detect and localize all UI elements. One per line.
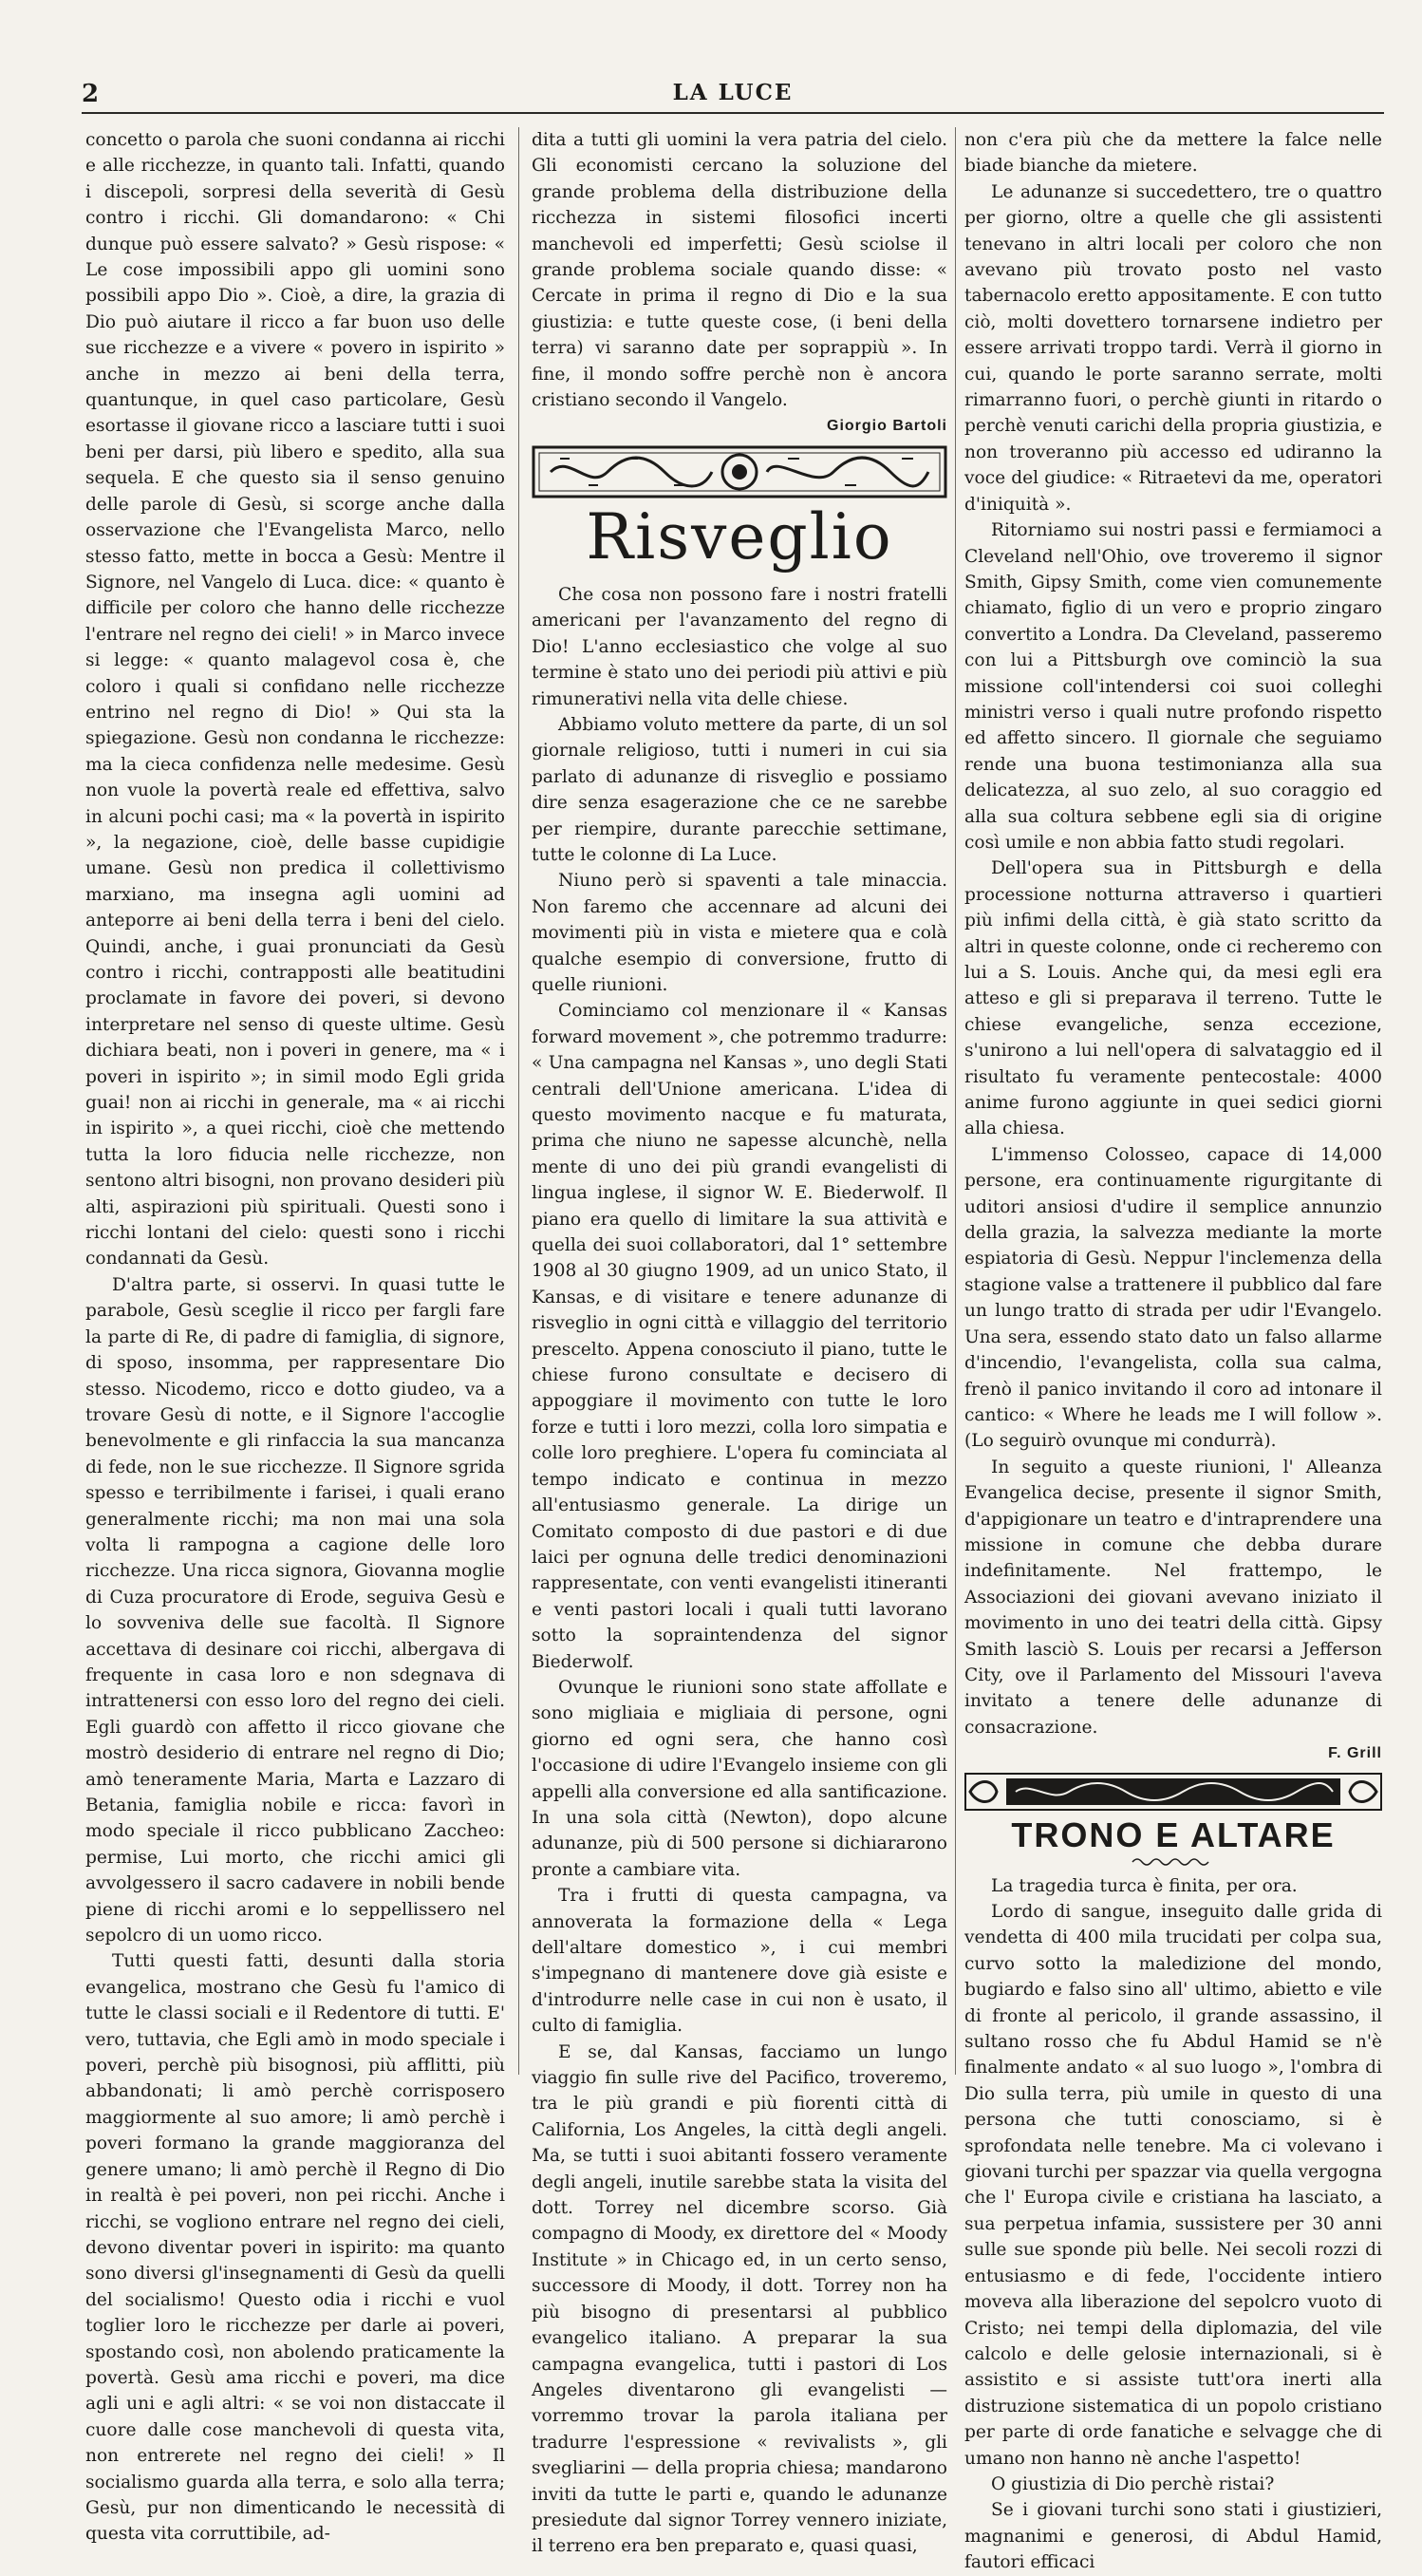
ornament-graphic	[532, 445, 947, 498]
article-paragraph: In seguito a queste riunioni, l' Alleanza Evangelica decise, presente il signor Smith, d'appigionare un teatro e d'intraprendere una missione in comune che debba durare indefinitamente. Nel frattempo, le Associazioni dei giovani avevano iniziato il movimento in uno dei teatri della città. Gipsy Smith lasciò S. Louis per recarsi a Jefferson City, ove il Parlamento del Missouri l'aveva invitato a tenere delle adunanze di consacrazione.	[964, 1457, 1382, 1738]
ornamental-border	[532, 445, 947, 498]
author-signature: Giorgio Bartoli	[827, 418, 947, 435]
banner-graphic	[964, 1773, 1382, 1811]
article-paragraph: concetto o parola che suoni condanna ai ricchi e alle ricchezze, in quanto tali. Infatti, quando i discepoli, sorpresi della severità di Gesù contro i ricchi. Gli domandarono: « Chi dunque può essere salvato? » Gesù rispose: « Le cose impossibili appo gli uomini sono possibili appo Dio ». Cioè, a dire, la grazia di Dio può aiutare il ricco a far buon uso delle sue ricchezze e a vivere « povero in ispirito » anche in mezzo ai beni della terra, quantunque, in quel caso particolare, Gesù esortasse il giovane ricco a lasciare tutti i suoi beni per darsi, più libero e spedito, alla sua sequela. E che questo sia il senso genuino delle parole di Gesù, si scorge anche dalla osservazione che l'Evangelista Marco, nello stesso fatto, mette in bocca a Gesù: Mentre il Signore, nel Vangelo di Luca. dice: « quanto è difficile per coloro che hanno delle ricchezze l'entrare nel regno dei cieli! » in Marco invece si legge: « quanto malagevol cosa è, che coloro i quali si confidano nelle ricchezze entrino nel regno di Dio! » Qui sta la spiegazione. Gesù non condanna le ricchezze: ma la cieca confidenza nelle medesime. Gesù non vuole la povertà reale ed effettiva, salvo in alcuni pochi casi; ma « la povertà in ispirito », la negazione, cioè, delle basse cupidigie umane. Gesù non predica il collettivismo marxiano, ma insegna agli uomini ad anteporre ai beni della terra i beni del cielo. Quindi, anche, i guai pronunciati da Gesù contro i ricchi, contrapposti alle beatitudini proclamate in favore dei poveri, si devono interpretare nel senso di queste ultime. Gesù dichiara beati, non i poveri in genere, ma « i poveri in ispirito »; in simil modo Egli grida guai! non ai ricchi in generale, ma « ai ricchi in ispirito », a quei ricchi, cioè che mettendo tutta la loro fiducia nelle ricchezze, non sentono altri bisogni, non provano desideri più alti, aspirazioni più spirituali. Questi sono i ricchi lontani del cielo: questi sono i ricchi condannati da Gesù.	[85, 130, 505, 1269]
column-divider	[955, 127, 956, 2075]
author-signature: F. Grill	[1328, 1745, 1382, 1762]
article-paragraph: Tutti questi fatti, desunti dalla storia evangelica, mostrano che Gesù fu l'amico di tutte le classi sociali e il Redentore di tutti. E' vero, tuttavia, che Egli amò in modo speciale i poveri, perchè più bisognosi, più afflitti, più abbandonati; li amò perchè corrisposero maggiormente al suo amore; li amò perchè i poveri formano la grande maggioranza del genere umano; li amò perchè il Regno di Dio in realtà è pei poveri, non pei ricchi. Anche i ricchi, se vogliono entrare nel regno dei cieli, devono diventar poveri in ispirito: ma quanto sono diversi gl'insegnamenti di Gesù da quelli del socialismo! Questo odia i ricchi e vuol toglier loro le ricchezze per darle ai poveri, spostando così, non abolendo praticamente la povertà. Gesù ama ricchi e poveri, ma dice agli uni e agli altri: « se voi non distaccate il cuore dalle cose manchevoli di questa vita, non entrerete nel regno dei cieli! » Il socialismo guarda alla terra, e solo alla terra; Gesù, pur non dimenticando le necessità di questa vita corruttibile, ad-	[85, 1951, 505, 2545]
article-paragraph: L'immenso Colosseo, capace di 14,000 persone, era continuamente rigurgitante di uditori ansiosi d'udire il semplice annunzio della grazia, la salvezza mediante la morte espiatoria di Gesù. Neppur l'inclemenza della stagione valse a trattenere il pubblico dal fare un lungo tratto di strada per udir l'Evangelo. Una sera, essendo stato dato un falso allarme d'incendio, l'evangelista, colla sua calma, frenò il panico invitando il coro ad intonare il cantico: « Where he leads me I will follow ». (Lo seguirò ovunque mi condurrà).	[964, 1144, 1382, 1452]
article-paragraph: D'altra parte, si osservi. In quasi tutte le parabole, Gesù sceglie il ricco per fargli fare la parte di Re, di padre di famiglia, di signore, di sposo, insomma, per rappresentare Dio stesso. Nicodemo, ricco e dotto giudeo, va a trovare Gesù di notte, e il Signore l'accoglie benevolmente e gli rinfaccia la sua mancanza di fede, non le sue ricchezze. Il Signore sgrida spesso e terribilmente i farisei, i quali erano generalmente ricchi; ma non mai una sola volta li rampogna a cagione delle loro ricchezze. Una ricca signora, Giovanna moglie di Cuza procuratore di Erode, seguiva Gesù e lo sovveniva delle sue facoltà. Il Signore accettava di desinare coi ricchi, albergava di frequente in casa loro e non sdegnava di intrattenersi con esso loro del regno dei cieli. Egli guardò con affetto il ricco giovane che mostrò desiderio di entrare nel regno di Dio; amò teneramente Maria, Marta e Lazzaro di Betania, famiglia nobile e ricca: favorì in modo speciale il ricco pubblicano Zaccheo: permise, Lui morto, che ricchi amici gli avvolgessero il sacro cadavere in nobili bende piene di ricchi aromi e lo seppellissero nel sepolcro di un uomo ricco.	[85, 1274, 505, 1946]
masthead: LA LUCE	[672, 80, 794, 105]
squiggle-graphic	[1131, 1856, 1216, 1868]
article-paragraph: Se i giovani turchi sono stati i giustizieri, magnanimi e generosi, di Abdul Hamid, fautori efficaci	[964, 2500, 1382, 2573]
title-underline-ornament	[964, 1856, 1382, 1868]
article-paragraph: Dell'opera sua in Pittsburgh e della processione notturna attraverso i quartieri più infimi della città, è già stato scritto da altri in queste colonne, onde ci recheremo con lui a S. Louis. Anche qui, da mesi egli era atteso e gli si preparava il terreno. Tutte le chiese evangeliche, senza eccezione, s'unirono a lui nell'opera di salvataggio ed il risultato fu veramente pentecostale: 4000 anime furono aggiunte in quei sedici giorni alla chiesa.	[964, 858, 1382, 1139]
article-paragraph: Che cosa non possono fare i nostri fratelli americani per l'avanzamento del regno di Dio! L'anno ecclesiastico che volge al suo termine è stato uno dei periodi più attivi e più rimunerativi nella vita delle chiese.	[532, 584, 947, 709]
article-paragraph: Tra i frutti di questa campagna, va annoverata la formazione della « Lega dell'altare domestico », i cui membri s'impegnano di mantenere dove già esiste e d'introdurre nelle case in cui non è usato, il culto di famiglia.	[532, 1886, 947, 2037]
section-title-trono-e-altare: TRONO E ALTARE	[1011, 1814, 1336, 1854]
column-2	[532, 127, 947, 2557]
article-paragraph: non c'era più che da mettere la falce nelle biade bianche da mietere.	[964, 130, 1382, 177]
article-paragraph: La tragedia turca è finita, per ora.	[991, 1875, 1298, 1896]
article-paragraph: Ovunque le riunioni sono state affollate e sono migliaia e migliaia di persone, ogni giorno ed ogni sera, che hanno così l'occasione di udire l'Evangelo insieme con gli appelli alla conversione ed alla santificazione. In una sola città (Newton), dopo alcune adunanze, più di 500 persone si dichiararono pronte a cambiare vita.	[532, 1677, 947, 1880]
column-3	[964, 127, 1382, 2573]
header-rule	[82, 112, 1384, 114]
article-paragraph: Le adunanze si succedettero, tre o quattro per giorno, oltre a quelle che gli assistenti tenevano in altri locali per coloro che non avevano più trovato posto nel vasto tabernacolo eretto appositamente. E con tutto ciò, molti dovettero tornarsene indietro per essere arrivati troppo tardi. Verrà il giorno in cui, quando le porte saranno serrate, molti rimarranno fuori, o perchè giunti in ritardo o perchè venuti carichi della propria giustizia, e non troveranno più accesso ed udiranno la voce del giudice: « Ritraetevi da me, operatori d'iniquità ».	[964, 181, 1382, 515]
article-paragraph: Lordo di sangue, inseguito dalle grida di vendetta di 400 mila trucidati per colpa sua, curvo sotto la maledizione del mondo, bugiardo e falso sino all' ultimo, abietto e vile di fronte al pericolo, il grande assassino, il sultano rosso che fu Abdul Hamid se n'è finalmente andato « al suo luogo », l'ombra di Dio sulla terra, più umile in questo di una persona che tutti conosciamo, si è sprofondata nelle tenebre. Ma ci volevano i giovani turchi per spazzar via quella vergogna che l' Europa civile e cristiana ha lasciato, a sua perpetua infamia, sussistere per 30 anni sulle sue sponde più belle. Nei secoli rozzi di entusiasmo e di fede, l'occidente intiero moveva alla liberazione del sepolcro vuoto di Cristo; nei tempi della diplomazia, del vile calcolo e delle gelosie internazionali, si è assistito e si assiste tutt'ora inerti alla distruzione sistematica di un popolo cristiano per parte di orde fanatiche e selvagge che di umano non hanno nè anche l'aspetto!	[964, 1902, 1382, 2469]
article-paragraph: E se, dal Kansas, facciamo un lungo viaggio fin sulle rive del Pacifico, troveremo, tra le più grandi e più fiorenti città di California, Los Angeles, la città degli angeli. Ma, se tutti i suoi abitanti fossero veramente degli angeli, inutile sarebbe stata la visita del dott. Torrey nel dicembre scorso. Già compagno di Moody, ex direttore del « Moody Institute » in Chicago ed, in un certo senso, successore di Moody, il dott. Torrey non ha più bisogno di presentarsi al pubblico evangelico italiano. A preparar la sua campagna evangelica, tutti i pastori di Los Angeles diventarono gli evangelisti — vorremmo trovar la parola italiana per tradurre l'espressione « revivalists », gli svegliarini — della propria chiesa; mandarono inviti da tutte le parti e, quando le adunanze presiedute dal signor Torrey vennero iniziate, il terreno era ben preparato e, quasi quasi,	[532, 2041, 947, 2557]
article-paragraph: dita a tutti gli uomini la vera patria del cielo. Gli economisti cercano la soluzione del grande problema della distribuzione della ricchezza in sistemi filosofici incerti manchevoli ed imperfetti; Gesù sciolse il grande problema sociale quando disse: « Cercate in prima il regno di Dio e la sua giustizia: e tutte queste cose, (i beni della terra) vi saranno date per soprappiù ». In fine, il mondo soffre perchè non è ancora cristiano secondo il Vangelo.	[532, 130, 947, 411]
page-number: 2	[82, 80, 100, 108]
column-1	[85, 127, 505, 2545]
article-paragraph: Cominciamo col menzionare il « Kansas forward movement », che potremmo tradurre: « Una campagna nel Kansas », uno degli Stati centrali dell'Unione americana. L'idea di questo movimento nacque e fu maturata, prima che niuno ne sapesse alcunchè, nella mente di uno dei più grandi evangelisti di lingua inglese, il signor W. E. Biederwolf. Il piano era quello di limitare la sua attività e quella dei suoi collaboratori, dal 1° settembre 1908 al 30 giugno 1909, ad un unico Stato, il Kansas, e di visitare e tenere adunanze di risveglio in ogni città e villaggio del territorio prescelto. Appena conosciuto il piano, tutte le chiese furono consultate e decisero di appoggiare il movimento con tutte le loro forze e tutti i loro mezzi, colla loro simpatia e colle loro preghiere. L'opera fu cominciata al tempo indicato e continua in mezzo all'entusiasmo generale. La dirige un Comitato composto di due pastori e di due laici per ognuna delle tredici denominazioni rappresentate, con venti evangelisti itineranti e venti pastori locali i quali tutti lavorano sotto la sopraintendenza del signor Biederwolf.	[532, 1001, 947, 1672]
article-paragraph: Abbiamo voluto mettere da parte, di un sol giornale religioso, tutti i numeri in cui sia parlato di adunanze di risveglio e possiamo dire senza esagerazione che ce ne sarebbe per riempire, durante parecchie settimane, tutte le colonne di La Luce.	[532, 714, 947, 865]
article-paragraph: O giustizia di Dio perchè ristai?	[991, 2473, 1275, 2494]
article-paragraph: Niuno però si spaventi a tale minaccia. Non faremo che accennare ad alcuni dei movimenti più in vista e mietere qua e colà qualche esempio di conversione, frutto di quelle riunioni.	[532, 871, 947, 995]
article-paragraph: Ritorniamo sui nostri passi e fermiamoci a Cleveland nell'Ohio, ove troveremo il signor Smith, Gipsy Smith, come vien comunemente chiamato, figlio di un vero e proprio zingaro convertito a Londra. Da Cleveland, passeremo con lui a Pittsburgh ove cominciò la sua missione coll'intendersi coi suoi colleghi ministri verso i quali nutre profondo rispetto ed affetto sincero. Il giornale che seguiamo rende una buona testimonianza alla sua delicatezza, al suo zelo, al suo coraggio ed alla sua coltura sebbene egli sia di origine così umile e non abbia fatto studi regolari.	[964, 520, 1382, 853]
ornamental-banner	[964, 1773, 1382, 1811]
section-title-risveglio: Risveglio	[586, 499, 893, 573]
column-divider	[518, 127, 519, 2075]
